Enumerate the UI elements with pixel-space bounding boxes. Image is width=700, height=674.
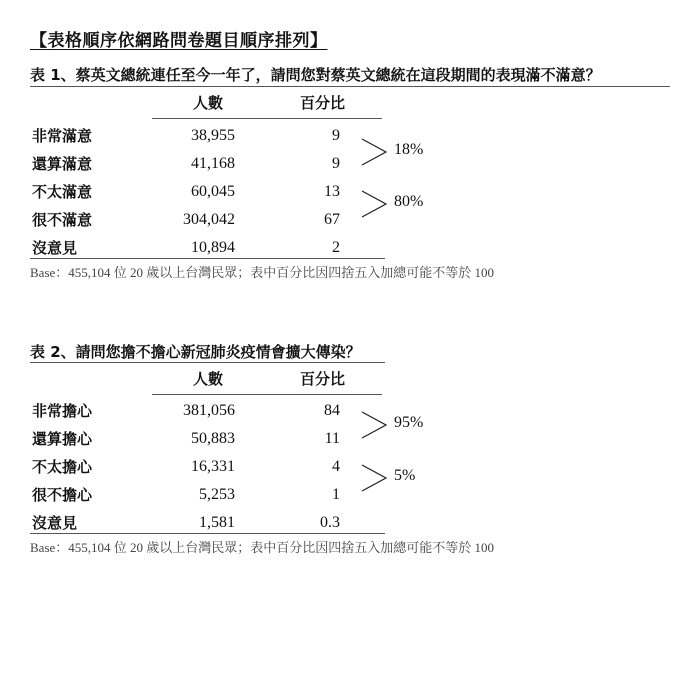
table1-bottom-rule [30,258,385,259]
table1-aggregate-satisfied: 18% [394,141,424,158]
table1-row-count: 38,955 [191,127,235,144]
table1-aggregate-dissatisfied: 80% [394,193,424,210]
table1-row-count: 304,042 [183,211,235,228]
table1-row-label: 很不滿意 [32,211,93,229]
table1-row-percent: 13 [324,183,340,200]
table2-row-count: 50,883 [191,430,235,447]
table1-row-label: 沒意見 [32,239,78,257]
table2-top-rule [30,362,385,363]
table2-question: 表 2、請問您擔不擔心新冠肺炎疫情會擴大傳染？ [30,343,361,361]
table2-aggregate-worried: 95% [394,414,424,431]
table1-base-note: Base：455,104 位 20 歲以上台灣民眾；表中百分比因四捨五入加總可能不等於 100 [30,265,495,280]
table2-row-count: 16,331 [191,458,235,475]
table2-row-label: 非常擔心 [32,402,93,420]
table1-row-label: 不太滿意 [32,183,93,201]
table2-row-percent: 0.3 [320,514,340,531]
table1-row-percent: 9 [332,155,340,172]
table2-bracket-not-worried [360,463,390,493]
table2-row-label: 還算擔心 [32,430,93,448]
table1-row-label: 還算滿意 [32,155,93,173]
table2-header-rule [152,394,382,395]
table2-row-count: 1,581 [199,514,235,531]
table2-row-percent: 1 [332,486,340,503]
table2-row-count: 5,253 [199,486,235,503]
table1-row-percent: 67 [324,211,340,228]
table1-count-header: 人數 [193,94,224,112]
table1-header-rule [152,118,382,119]
table2-row-percent: 11 [324,430,340,447]
table1-top-rule [30,86,670,87]
table1-row-count: 60,045 [191,183,235,200]
table2-aggregate-not-worried: 5% [394,467,416,484]
table2-count-header: 人數 [193,370,224,388]
table1-row-label: 非常滿意 [32,127,93,145]
page-title: 【表格順序依網路問卷題目順序排列】 [30,31,328,51]
table1-bracket-dissatisfied [360,189,390,219]
table1-row-count: 41,168 [191,155,235,172]
table2-row-count: 381,056 [183,402,235,419]
table1-percent-header: 百分比 [300,94,346,112]
table2-bracket-worried [360,410,390,440]
table2-row-percent: 4 [332,458,340,475]
table1-bracket-satisfied [360,137,390,167]
table1-row-count: 10,894 [191,239,235,256]
table2-row-percent: 84 [324,402,340,419]
table2-row-label: 沒意見 [32,514,78,532]
table1-question: 表 1、蔡英文總統連任至今一年了，請問您對蔡英文總統在這段期間的表現滿不滿意？ [30,66,601,84]
table2-base-note: Base：455,104 位 20 歲以上台灣民眾；表中百分比因四捨五入加總可能不等於 100 [30,540,495,555]
table1-row-percent: 9 [332,127,340,144]
table2-percent-header: 百分比 [300,370,346,388]
table1-row-percent: 2 [332,239,340,256]
table2-row-label: 很不擔心 [32,486,93,504]
table2-row-label: 不太擔心 [32,458,93,476]
table2-bottom-rule [30,533,385,534]
